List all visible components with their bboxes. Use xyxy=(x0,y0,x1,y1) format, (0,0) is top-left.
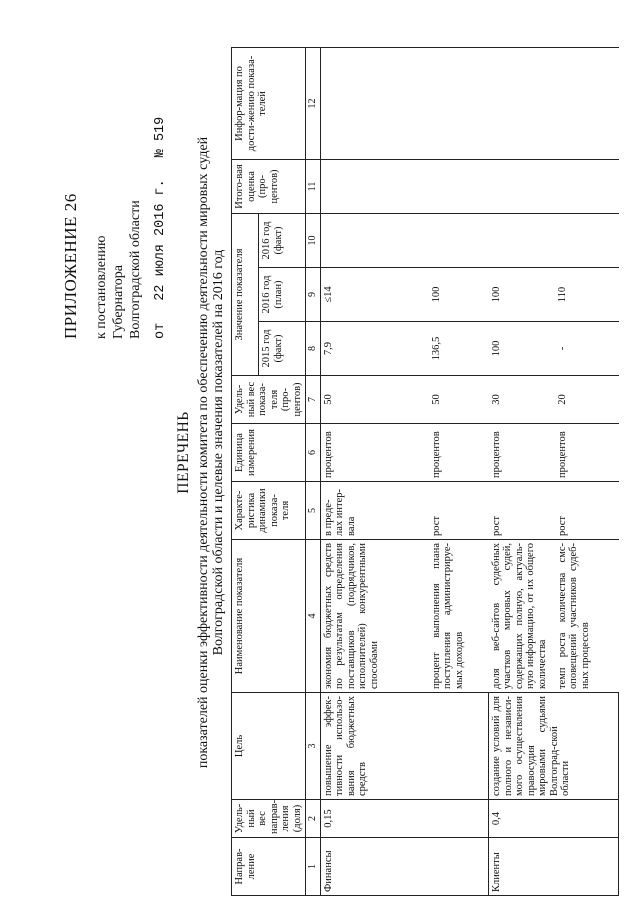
col-indicator-name: Наименование показателя xyxy=(232,540,306,693)
cell-info xyxy=(429,47,489,159)
date-prefix: от xyxy=(153,322,168,339)
col-goal: Цель xyxy=(232,693,306,800)
column-number: 1 xyxy=(306,838,321,896)
cell-fact-2016 xyxy=(555,213,619,267)
cell-unit: процентов xyxy=(429,424,489,482)
column-number: 12 xyxy=(306,47,321,159)
appendix-label: ПРИЛОЖЕНИЕ 26 xyxy=(61,193,80,339)
cell-fact-2016 xyxy=(320,213,429,267)
cell-unit: процентов xyxy=(555,424,619,482)
document-header xyxy=(62,19,169,339)
number-value: 519 xyxy=(153,116,168,142)
date-line xyxy=(152,19,169,339)
column-number: 5 xyxy=(306,482,321,540)
column-number: 6 xyxy=(306,424,321,482)
cell-unit: процентов xyxy=(320,424,429,482)
header-row xyxy=(232,47,259,895)
cell-fact-2015: - xyxy=(555,322,619,376)
cell-indicator-name: доля веб-сайтов судебных участков мировых судей, содержащих полную, актуаль-ную информацию, от их общего количества xyxy=(489,540,555,693)
cell-info xyxy=(555,47,619,159)
col-unit: Единица измерения xyxy=(232,424,306,482)
col-dynamics: Характе-ристика динамики показа-теля xyxy=(232,482,306,540)
col-fact-2015: 2015 год (факт) xyxy=(259,322,306,376)
col-direction: Направ-ление xyxy=(232,838,306,896)
col-fact-2016: 2016 год (факт) xyxy=(259,213,306,267)
cell-dynamics: рост xyxy=(489,482,555,540)
cell-total-score xyxy=(555,159,619,213)
column-number: 4 xyxy=(306,540,321,693)
column-number: 7 xyxy=(306,376,321,424)
cell-fact-2016 xyxy=(429,213,489,267)
cell-indicator-name: экономия бюджетных средств по результатам определения поставщиков (подрядчиков, исполнителей) конкурентными способами xyxy=(320,540,429,693)
cell-total-score xyxy=(429,159,489,213)
cell-total-score xyxy=(489,159,555,213)
column-number: 10 xyxy=(306,213,321,267)
resolution-line: к постановлению xyxy=(94,235,109,339)
cell-fact-2015: 100 xyxy=(489,322,555,376)
column-number: 11 xyxy=(306,159,321,213)
cell-unit: процентов xyxy=(489,424,555,482)
cell-dynamics: рост xyxy=(555,482,619,540)
title-heading: ПЕРЕЧЕНЬ xyxy=(175,411,192,494)
cell-fact-2016 xyxy=(489,213,555,267)
cell-fact-2015: 7,9 xyxy=(320,322,429,376)
col-direction-weight: Удель-ный вес направ-ления (доля) xyxy=(232,800,306,838)
col-info: Инфор-мация по дости-жению показа-телей xyxy=(232,47,306,159)
table-row xyxy=(320,47,429,895)
table-row xyxy=(489,47,555,895)
cell-info xyxy=(489,47,555,159)
title-line-1: показателей оценки эффективности деятельности комитета по обеспечению деятельности мировых судей xyxy=(196,136,211,769)
cell-indicator-weight: 50 xyxy=(429,376,489,424)
cell-goal: создание условий для полного и независи-мого осуществления правосудия мировыми судьями Волгоград-ской области xyxy=(489,693,619,800)
cell-plan-2016: 100 xyxy=(429,268,489,322)
cell-fact-2015: 136,5 xyxy=(429,322,489,376)
col-total-score: Итого-вая оценка (про-центов) xyxy=(232,159,306,213)
col-value-group: Значение показателя xyxy=(232,213,259,375)
cell-dynamics: рост xyxy=(429,482,489,540)
region-line: Волгоградской области xyxy=(128,200,143,339)
cell-indicator-name: темп роста количества смс-оповещений участников судеб-ных процессов xyxy=(555,540,619,693)
cell-direction-weight: 0,4 xyxy=(489,800,619,838)
column-number-row xyxy=(306,47,321,895)
cell-total-score xyxy=(320,159,429,213)
title-line-2: Волгоградской области и целевые значения показателей на 2016 год xyxy=(211,249,226,656)
cell-plan-2016: ≤14 xyxy=(320,268,429,322)
cell-info xyxy=(320,47,429,159)
column-number: 2 xyxy=(306,800,321,838)
cell-direction: Финансы xyxy=(320,838,489,896)
column-number: 8 xyxy=(306,322,321,376)
col-plan-2016: 2016 год (план) xyxy=(259,268,306,322)
col-indicator-weight: Удель-ный вес показа-теля (про-центов) xyxy=(232,376,306,424)
cell-indicator-weight: 30 xyxy=(489,376,555,424)
cell-indicator-weight: 20 xyxy=(555,376,619,424)
cell-indicator-weight: 50 xyxy=(320,376,429,424)
column-number: 3 xyxy=(306,693,321,800)
cell-dynamics: в преде-лах интер-вала xyxy=(320,482,429,540)
governor-line: Губернатора xyxy=(111,264,126,339)
column-number: 9 xyxy=(306,268,321,322)
cell-plan-2016: 110 xyxy=(555,268,619,322)
indicators-table xyxy=(231,47,619,896)
cell-indicator-name: процент выполнения плана поступления администрируе-мых доходов xyxy=(429,540,489,693)
date-value: 22 июля 2016 г. xyxy=(153,179,168,301)
number-sign: № xyxy=(153,149,168,158)
cell-plan-2016: 100 xyxy=(489,268,555,322)
cell-direction: Клиенты xyxy=(489,838,619,896)
cell-goal: повышение эффек-тивности использо-вания бюджетных средств xyxy=(320,693,489,800)
cell-direction-weight: 0,15 xyxy=(320,800,489,838)
document-title xyxy=(176,40,226,865)
